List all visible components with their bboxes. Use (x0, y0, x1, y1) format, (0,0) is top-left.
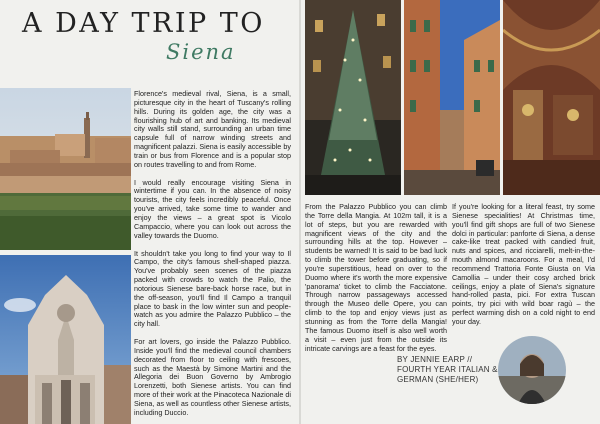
page-gutter (299, 0, 301, 424)
photo-siena-street (404, 0, 500, 195)
photo-siena-skyline (0, 88, 131, 250)
article-column-3 (452, 203, 595, 336)
paragraph: From the Palazzo Pubblico you can climb the Torre della Mangia. At 102m tall, it is a lot of steps, but you are rewarded with magnificent views of the city and the surrounding hills at the top. However – students be warned! It is said to be bad luck to climb the tower before graduating, so if you're superstitious, head on over to the Duomo where it's worth the more expensive 'panorama' ticket to climb the Facciatone. Through narrow passageways accessed through the Museo delle Opere, you can climb to the top and enjoy views just as stunning as from the Torre della Mangia! The famous Duomo itself is also well worth a visit – even just from the outside its intricate carvings are a feast for the eyes. (305, 202, 447, 353)
photo-frescoes (503, 0, 600, 195)
title-script: Siena (166, 40, 236, 64)
article-column-1 (134, 90, 291, 424)
article-column-2 (305, 203, 447, 362)
paragraph: For art lovers, go inside the Palazzo Pubblico. Inside you'll find the medieval council chambers decorated from floor to ceiling with frescoes, such as the Maestà by Simone Martini and the Allegoria dei Buon Governo by Ambrogio Lorenzetti, both Sienese artists. You can find more of their work at the Pinacoteca Nazionale di Siena, as well as countless other Sienese artists, including Duccio. (134, 337, 291, 417)
author-byline: BY JENNIE EARP // FOURTH YEAR ITALIAN & GERMAN (SHE/HER) (397, 355, 498, 384)
photo-christmas-tree (305, 0, 401, 195)
photo-siena-duomo (0, 255, 131, 424)
author-avatar (498, 336, 566, 404)
title-main: A DAY TRIP TO (22, 8, 265, 39)
paragraph: If you're looking for a literal feast, try some Sienese specialities! At Christmas time, you'll find gift shops are full of two Sienese dolci in particular: panforte di Siena, a dense cake-like treat packed with candied fruit, nuts and spices, and ricciarelli, melt-in-the-mouth almond macaroons. For a meal, I'd recommend Trattoria Fonte Giusta on Via Camollia – under their cosy arched brick ceilings, enjoy a plate of Siena's signature hand-rolled pasta, pici. For extra Tuscan points, try pici with wild boar ragù – the perfect warming dish on a cold night to end your day. (452, 202, 595, 326)
paragraph: Florence's medieval rival, Siena, is a small, picturesque city in the heart of Tuscany's rolling hills. During its golden age, the city was a flourishing hub of art and banking. Its medieval city walls still stand, surrounding an urban time capsule full of narrow winding streets and magnificent palazzi. Siena is easily accessible by train or bus from Florence and is a popular stop on routes travelling to and from Rome. (134, 89, 291, 169)
paragraph: It shouldn't take you long to find your way to Il Campo, the city's famous shell-shaped piazza. You've probably seen scenes of the piazza packed with crowds to watch the Palio, the notorious Sienese bare-back horse race, but in the off-season, you'll find Il Campo a tranquil place to bask in the low winter sun and people-watch as you admire the Palazzo Pubblico – the city hall. (134, 248, 291, 329)
paragraph: I would really encourage visiting Siena in wintertime if you can. In the absence of noisy tourists, the city feels incredibly peaceful. Once you've arrived, take some time to wander and enjoy the views – a great spot is Vicolo Campaccio, where you can look out across the valley towards the Duomo. (134, 177, 291, 240)
